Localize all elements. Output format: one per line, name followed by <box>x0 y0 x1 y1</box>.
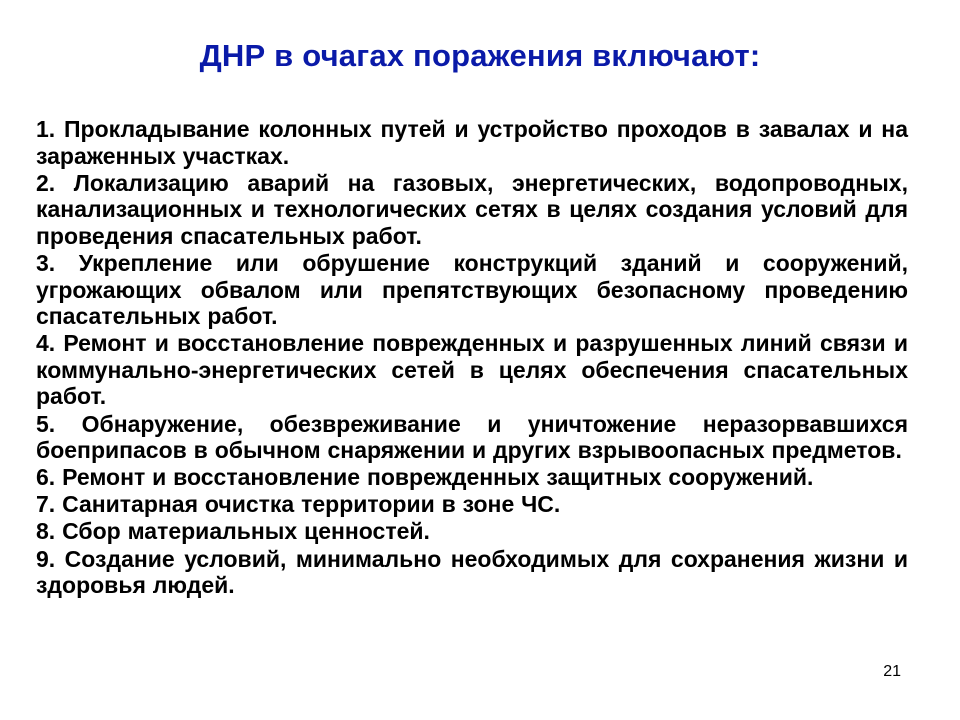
page-number: 21 <box>883 663 901 680</box>
list-item: 6. Ремонт и восстановление поврежденных защитных сооружений. <box>36 464 814 491</box>
list-item: 3. Укрепление или обрушение конструкций зданий и сооружений, угрожающих обвалом или препятствующих безопасному проведению спасательных работ. <box>36 249 908 330</box>
list-item: 1. Прокладывание колонных путей и устройство проходов в завалах и на зараженных участках. <box>36 116 908 169</box>
slide-title: ДНР в очагах поражения включают: <box>199 38 761 73</box>
list-item: 4. Ремонт и восстановление поврежденных и разрушенных линий связи и коммунально-энергетических сетей в целях обеспечения спасательных работ. <box>36 330 908 410</box>
list-item: 9. Создание условий, минимально необходимых для сохранения жизни и здоровья людей. <box>36 545 908 599</box>
measures-list <box>36 116 908 599</box>
list-item: 7. Санитарная очистка территории в зоне ЧС. <box>36 491 561 518</box>
list-item: 2. Локализацию аварий на газовых, энергетических, водопроводных, канализационных и технологических сетях в целях создания условий для проведения спасательных работ. <box>36 169 908 249</box>
list-item: 8. Сбор материальных ценностей. <box>36 518 430 545</box>
list-item: 5. Обнаружение, обезвреживание и уничтожение неразорвавшихся боеприпасов в обычном снаряжении и других взрывоопасных предметов. <box>36 410 908 464</box>
